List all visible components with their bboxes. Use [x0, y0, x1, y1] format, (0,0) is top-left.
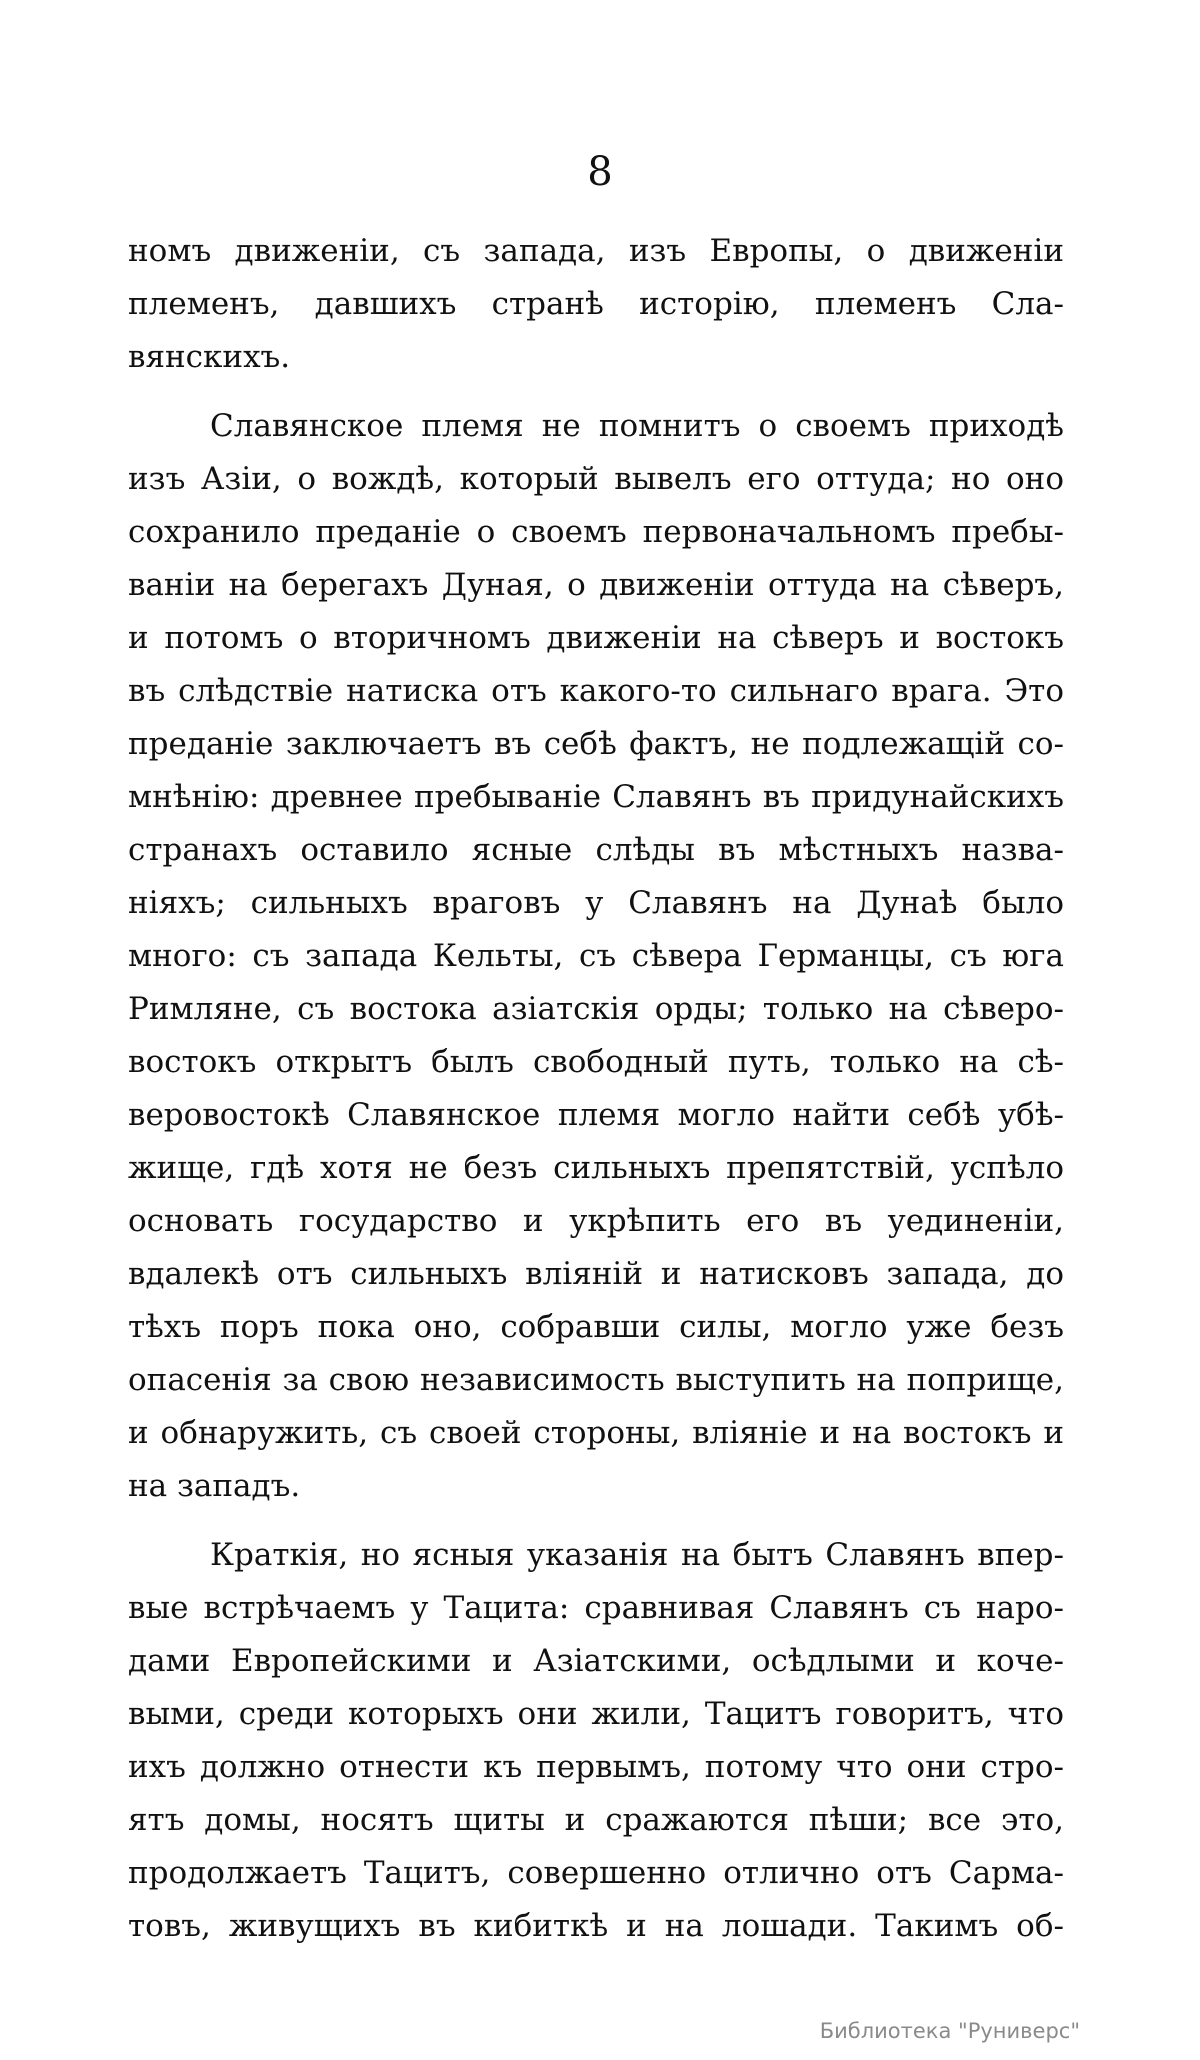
text-line: дами Европейскими и Азіатскими, осѣдлыми и коче- [128, 1643, 1064, 1679]
text-line: опасенія за свою независимость выступить на поприще, [128, 1362, 1064, 1398]
text-line: вянскихъ. [128, 339, 291, 375]
text-line: жище, гдѣ хотя не безъ сильныхъ препятствій, успѣло [128, 1150, 1064, 1186]
text-line: мнѣнію: древнее пребываніе Славянъ въ придунайскихъ [128, 779, 1064, 815]
text-line: въ слѣдствіе натиска отъ какого-то сильнаго врага. Это [128, 673, 1064, 709]
text-line: ніяхъ; сильныхъ враговъ у Славянъ на Дунаѣ было [128, 885, 1064, 921]
text-line: сохранило преданіе о своемъ первоначальномъ пребы- [128, 514, 1064, 550]
text-line: веровостокѣ Славянское племя могло найти себѣ убѣ- [128, 1097, 1064, 1133]
text-line: много: съ запада Кельты, съ сѣвера Германцы, съ юга [128, 938, 1064, 974]
paragraph-1 [128, 225, 1064, 384]
text-line: на западъ. [128, 1468, 301, 1504]
text-line: странахъ оставило ясные слѣды въ мѣстныхъ назва- [128, 832, 1064, 868]
text-line: Славянское племя не помнитъ о своемъ приходѣ [210, 408, 1064, 444]
library-watermark: Библиотека "Руниверс" [819, 2019, 1080, 2043]
text-line: продолжаетъ Тацитъ, совершенно отлично отъ Сарма- [128, 1855, 1064, 1891]
text-line: ятъ домы, носятъ щиты и сражаются пѣши; все это, [128, 1802, 1064, 1838]
text-line: тѣхъ поръ пока оно, собравши силы, могло уже безъ [128, 1309, 1064, 1345]
text-line: товъ, живущихъ въ кибиткѣ и на лошади. Такимъ об- [128, 1908, 1064, 1944]
text-line: изъ Азіи, о вождѣ, который вывелъ его оттуда; но оно [128, 461, 1064, 497]
page-text [128, 225, 1064, 1953]
page-number: 8 [587, 149, 613, 195]
text-line: Краткія, но ясныя указанія на бытъ Славянъ впер- [210, 1537, 1064, 1573]
text-line: племенъ, давшихъ странѣ исторію, племенъ Сла- [128, 286, 1064, 322]
text-line: востокъ открытъ былъ свободный путь, только на сѣ- [128, 1044, 1064, 1080]
text-line: вые встрѣчаемъ у Тацита: сравнивая Славянъ съ наро- [128, 1590, 1064, 1626]
text-line: ваніи на берегахъ Дуная, о движеніи оттуда на сѣверъ, [128, 567, 1064, 603]
paragraph-3 [128, 1529, 1064, 1953]
text-line: и потомъ о вторичномъ движеніи на сѣверъ и востокъ [128, 620, 1064, 656]
text-line: номъ движеніи, съ запада, изъ Европы, о движеніи [128, 233, 1064, 269]
text-line: и обнаружить, съ своей стороны, вліяніе и на востокъ и [128, 1415, 1064, 1451]
text-line: основать государство и укрѣпить его въ уединеніи, [128, 1203, 1064, 1239]
text-line: вдалекѣ отъ сильныхъ вліяній и натисковъ запада, до [128, 1256, 1064, 1292]
text-line: ихъ должно отнести къ первымъ, потому что они стро- [128, 1749, 1064, 1785]
text-line: преданіе заключаетъ въ себѣ фактъ, не подлежащій со- [128, 726, 1064, 762]
text-line: выми, среди которыхъ они жили, Тацитъ говоритъ, что [128, 1696, 1064, 1732]
text-line: Римляне, съ востока азіатскія орды; только на сѣверо- [128, 991, 1064, 1027]
paragraph-2 [128, 400, 1064, 1513]
